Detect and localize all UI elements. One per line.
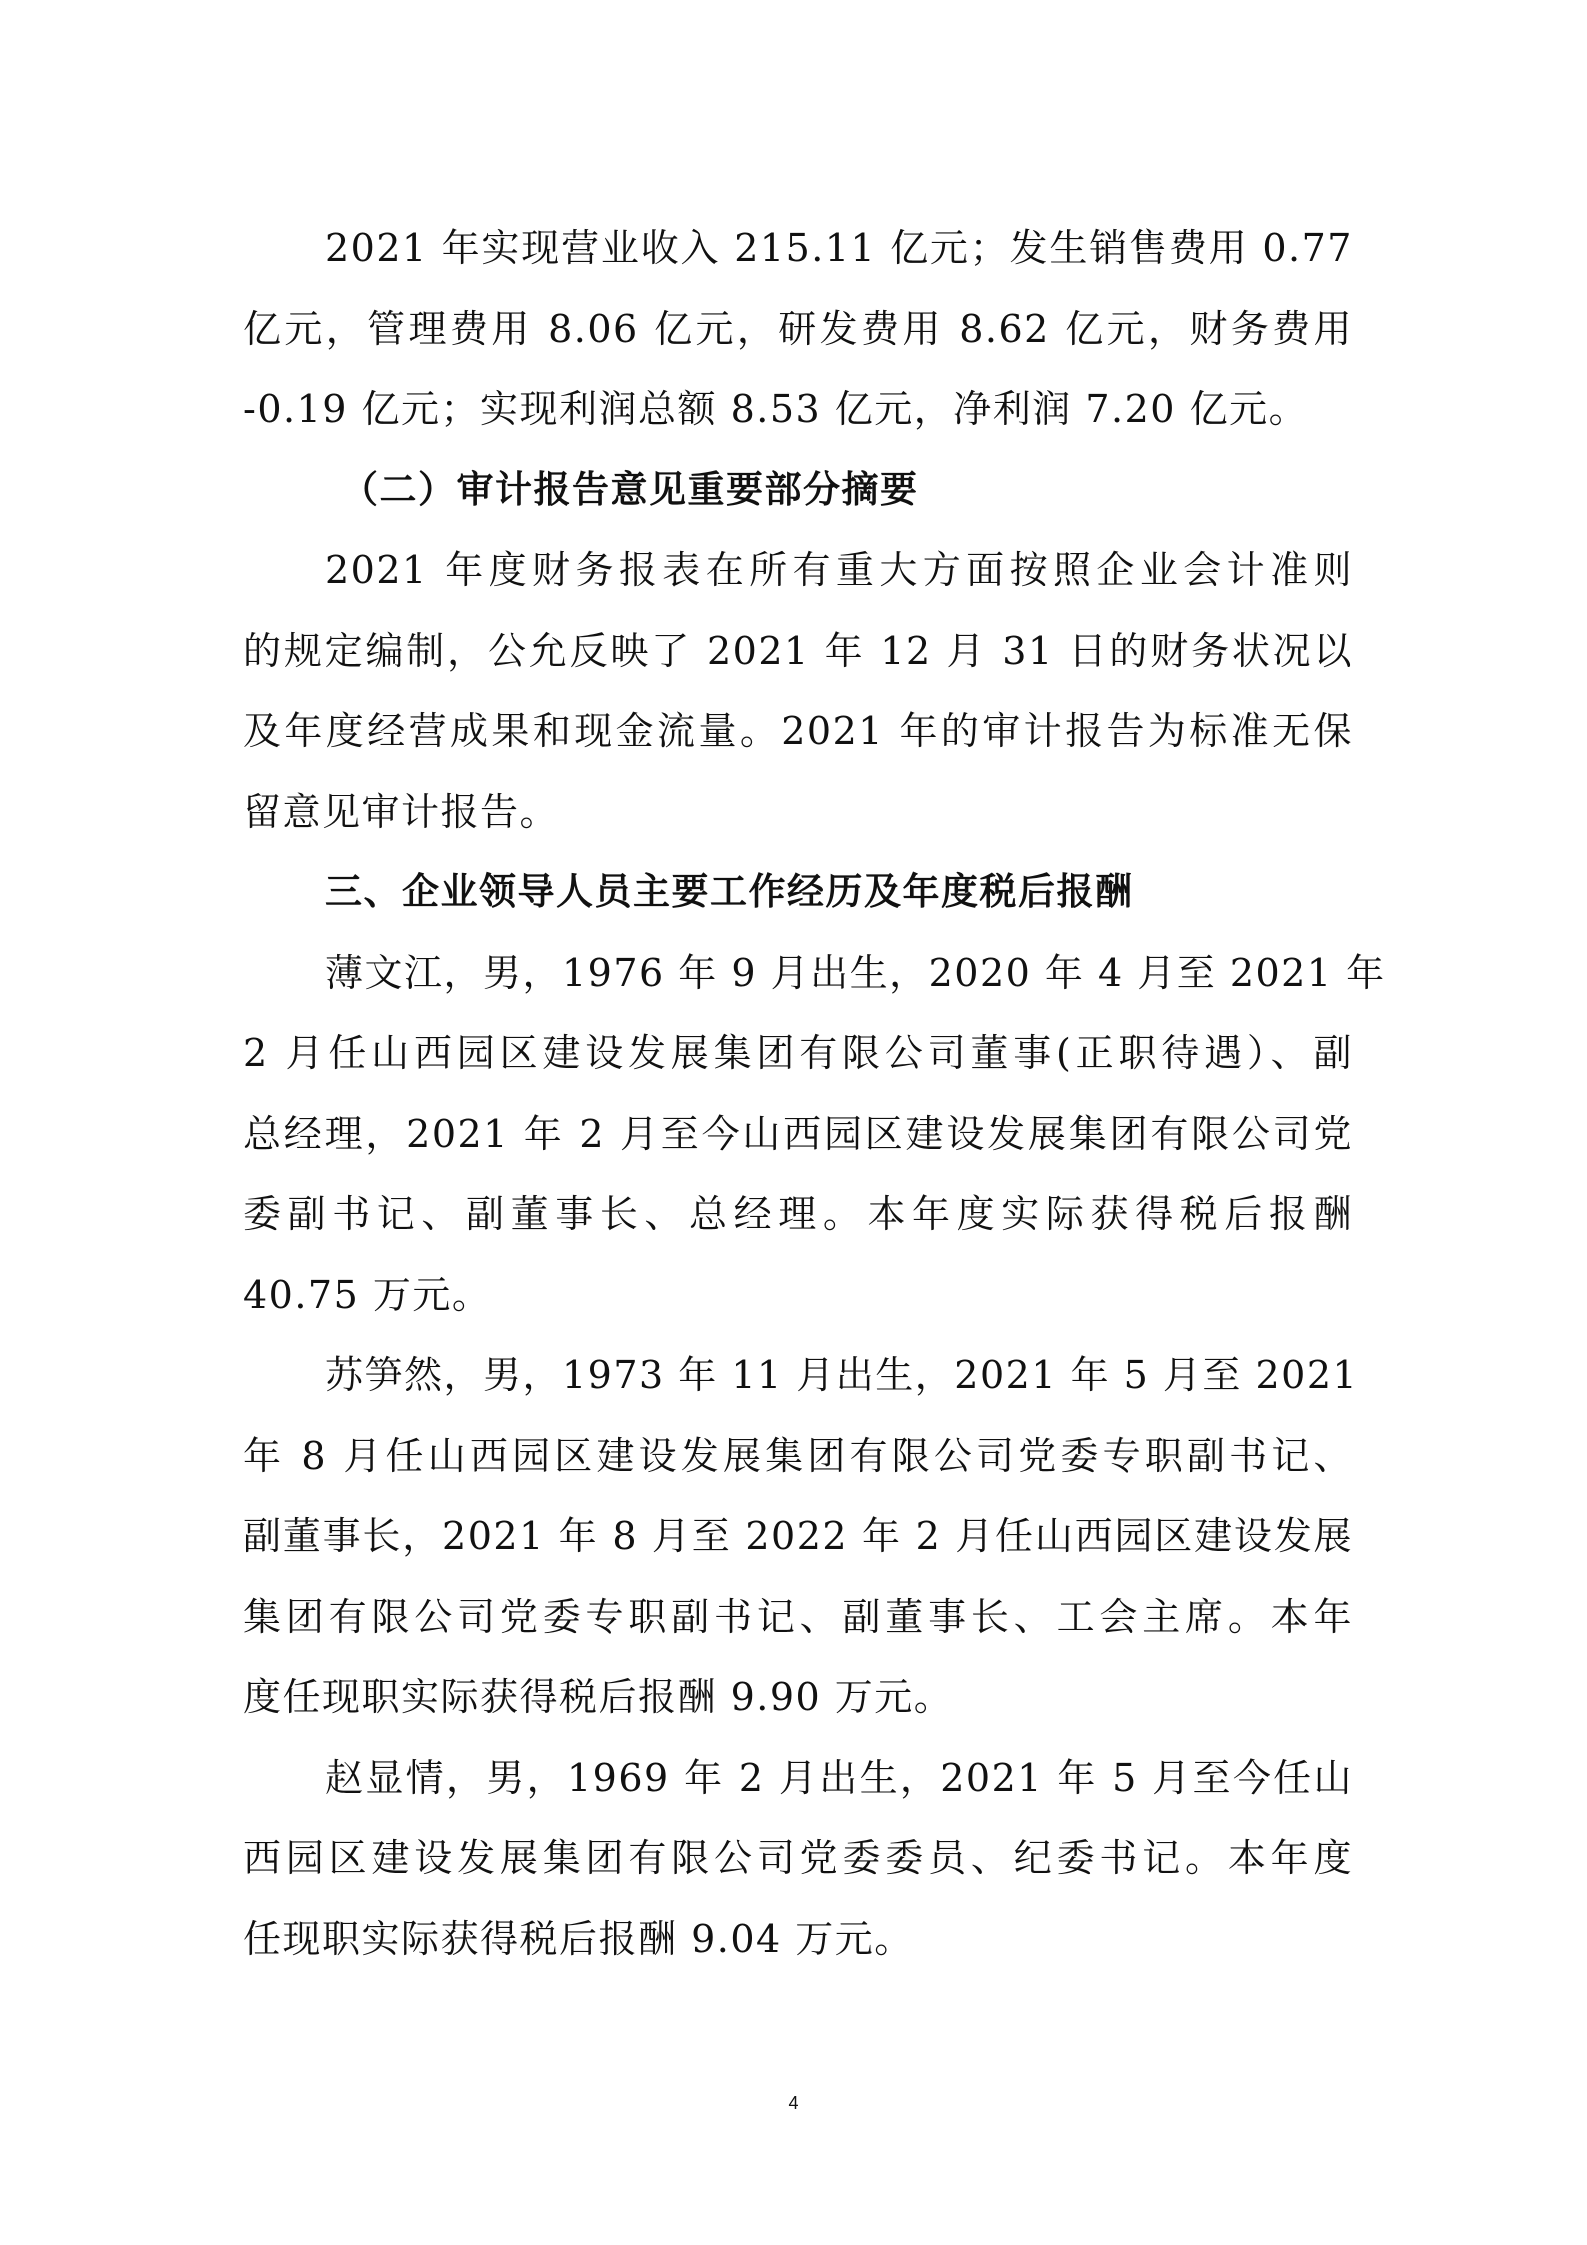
paragraph-line: 赵显情，男，1969 年 2 月出生，2021 年 5 月至今任山 bbox=[325, 1755, 1353, 1800]
paragraph-line: 及年度经营成果和现金流量。2021 年的审计报告为标准无保 bbox=[243, 709, 1353, 753]
paragraph-line: 2021 年实现营业收入 215.11 亿元；发生销售费用 0.77 bbox=[325, 226, 1353, 270]
audit-section-heading: （二）审计报告意见重要部分摘要 bbox=[341, 467, 919, 511]
paragraph-line: 2 月任山西园区建设发展集团有限公司董事(正职待遇）、副 bbox=[243, 1031, 1353, 1075]
paragraph-line: 留意见审计报告。 bbox=[243, 789, 560, 834]
paragraph-line: 西园区建设发展集团有限公司党委委员、纪委书记。本年度 bbox=[243, 1836, 1353, 1880]
paragraph-line: 度任现职实际获得税后报酬 9.90 万元。 bbox=[243, 1675, 954, 1719]
finance-summary-paragraph bbox=[243, 208, 1353, 450]
leader-paragraph-bo-wenjiang bbox=[243, 933, 1386, 1336]
paragraph-line: 委副书记、副董事长、总经理。本年度实际获得税后报酬 bbox=[243, 1192, 1353, 1236]
paragraph-line: 苏笋然，男，1973 年 11 月出生，2021 年 5 月至 2021 bbox=[325, 1353, 1359, 1397]
paragraph-line: 2021 年度财务报表在所有重大方面按照企业会计准则 bbox=[325, 548, 1353, 592]
audit-opinion-paragraph bbox=[243, 530, 1353, 852]
leader-paragraph-su-sunran bbox=[243, 1335, 1359, 1738]
paragraph-line: -0.19 亿元；实现利润总额 8.53 亿元，净利润 7.20 亿元。 bbox=[243, 387, 1309, 431]
leader-paragraph-zhao-xianqing bbox=[243, 1738, 1353, 1980]
paragraph-line: 的规定编制，公允反映了 2021 年 12 月 31 日的财务状况以 bbox=[243, 628, 1353, 673]
leaders-section-heading: 三、企业领导人员主要工作经历及年度税后报酬 bbox=[325, 870, 1134, 913]
document-page bbox=[243, 208, 1386, 1979]
paragraph-line: 集团有限公司党委专职副书记、副董事长、工会主席。本年 bbox=[243, 1594, 1353, 1639]
paragraph-line: 年 8 月任山西园区建设发展集团有限公司党委专职副书记、 bbox=[243, 1433, 1353, 1478]
paragraph-line: 亿元，管理费用 8.06 亿元，研发费用 8.62 亿元，财务费用 bbox=[243, 306, 1353, 351]
paragraph-line: 任现职实际获得税后报酬 9.04 万元。 bbox=[243, 1916, 914, 1961]
paragraph-line: 薄文江，男，1976 年 9 月出生，2020 年 4 月至 2021 年 bbox=[325, 950, 1386, 995]
paragraph-line: 总经理，2021 年 2 月至今山西园区建设发展集团有限公司党 bbox=[243, 1111, 1353, 1156]
paragraph-line: 副董事长，2021 年 8 月至 2022 年 2 月任山西园区建设发展 bbox=[243, 1514, 1353, 1558]
paragraph-line: 40.75 万元。 bbox=[243, 1272, 492, 1317]
page-number: 4 bbox=[788, 2093, 799, 2113]
